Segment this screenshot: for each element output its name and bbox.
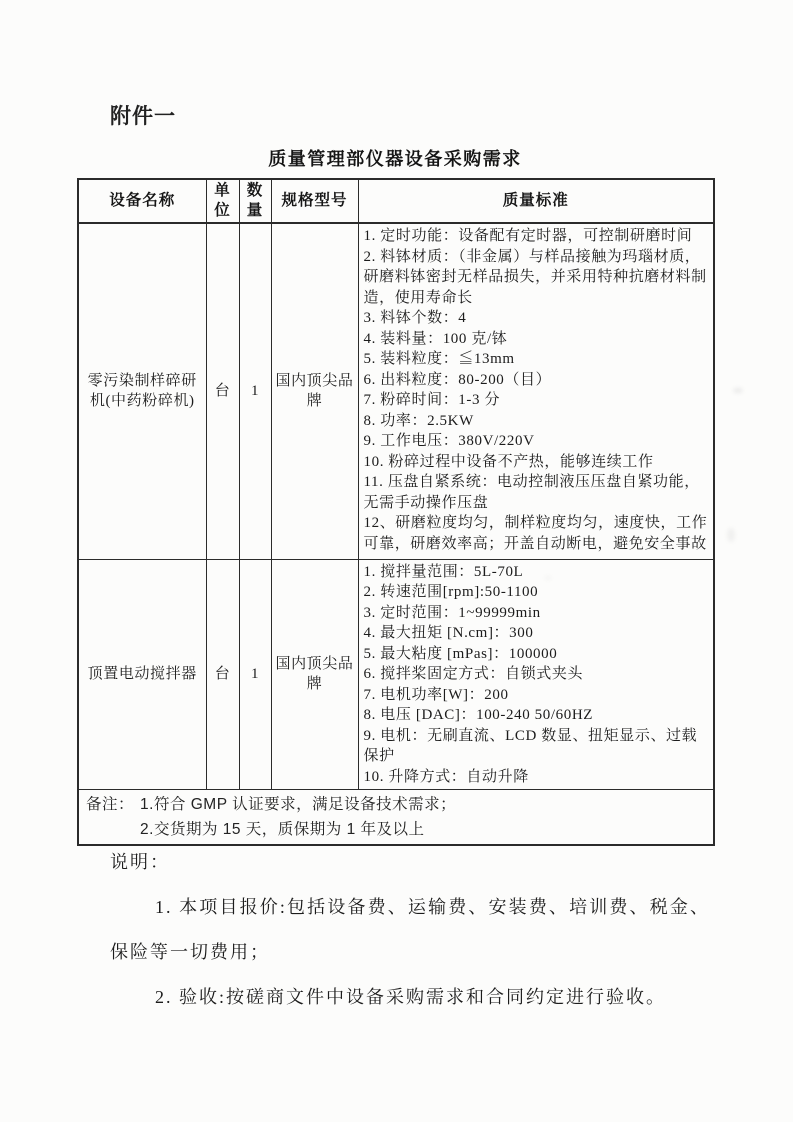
page-title: 质量管理部仪器设备采购需求 [268,149,522,169]
table-header-row [78,179,714,223]
header-quantity: 数量 [239,179,271,223]
standard-item: 6. 出料粒度：80-200（目） [363,371,552,388]
procurement-table [77,178,715,846]
scan-smudge [727,528,735,542]
remark-line: 1.符合 GMP 认证要求，满足设备技术需求； [140,796,457,813]
standard-item: 6. 搅拌桨固定方式：自锁式夹头 [363,666,584,682]
notes-heading: 说明： [110,852,170,872]
header-unit: 单位 [206,179,239,223]
equipment-row [78,559,714,790]
standard-item: 9. 电机：无刷直流、LCD 数显、扭矩显示、过载保护 [363,727,698,764]
header-quality-standard: 质量标准 [358,179,714,223]
standard-item: 4. 最大扭矩 [N.cm]：300 [363,625,534,641]
equipment-unit: 台 [206,223,239,559]
attachment-label: 附件一 [110,105,176,128]
header-spec: 规格型号 [271,179,358,223]
remark-row [78,790,714,846]
standard-item: 8. 功率：2.5KW [363,412,474,429]
standard-item: 2. 料钵材质：（非金属）与样品接触为玛瑙材质，研磨料钵密封无样品损失，并采用特种抗磨材料制造，使用寿命长 [363,248,707,306]
remark-lines [140,792,456,842]
standard-item: 12、研磨粒度均匀，制样粒度均匀，速度快，工作可靠，研磨效率高；开盖自动断电，避免安全事故 [363,515,708,552]
standard-item: 8. 电压 [DAC]：100-240 50/60HZ [363,707,594,723]
standard-item: 10. 粉碎过程中设备不产热，能够连续工作 [363,453,654,470]
table-header [78,179,714,223]
standard-item: 4. 装料量：100 克/钵 [363,330,508,347]
standard-item: 3. 定时范围：1~99999min [363,604,541,621]
notes-section [110,840,710,1020]
standard-item: 7. 电机功率[W]：200 [363,686,509,703]
standard-item: 1. 定时功能：设备配有定时器，可控制研磨时间 [363,228,693,244]
equipment-row [78,223,714,559]
standard-item: 5. 装料粒度：≦13mm [363,351,515,367]
table-body [78,223,714,790]
note-paragraph: 2. 验收:按磋商文件中设备采购需求和合同约定进行验收。 [155,987,666,1007]
standard-item: 7. 粉碎时间：1-3 分 [363,392,501,408]
standard-item: 11. 压盘自紧系统：电动控制液压压盘自紧功能，无需手动操作压盘 [363,474,700,511]
standard-item: 9. 工作电压：380V/220V [363,433,535,449]
equipment-unit: 台 [206,559,239,790]
remark-label: 备注： [86,796,135,813]
equipment-spec: 国内顶尖品牌 [271,559,358,790]
scan-smudge [733,388,743,393]
standard-item: 2. 转速范围[rpm]:50-1100 [363,584,539,600]
equipment-name: 顶置电动搅拌器 [78,559,206,790]
remark-line: 2.交货期为 15 天，质保期为 1 年及以上 [140,821,425,838]
standard-item: 1. 搅拌量范围：5L-70L [363,563,524,580]
equipment-quantity: 1 [239,559,271,790]
equipment-quality-standards [358,559,714,790]
header-equipment-name: 设备名称 [78,179,206,223]
standard-item: 3. 料钵个数：4 [363,310,467,326]
scan-smudge [545,576,551,580]
equipment-spec: 国内顶尖品牌 [271,223,358,559]
equipment-name: 零污染制样碎研机(中药粉碎机) [78,223,206,559]
standard-item: 10. 升降方式：自动升降 [363,768,529,785]
equipment-quantity: 1 [239,223,271,559]
standard-item: 5. 最大粘度 [mPas]：100000 [363,645,558,662]
note-paragraph: 1. 本项目报价:包括设备费、运输费、安装费、培训费、税金、保险等一切费用； [110,897,710,962]
table-footer [78,790,714,846]
equipment-quality-standards [358,223,714,559]
